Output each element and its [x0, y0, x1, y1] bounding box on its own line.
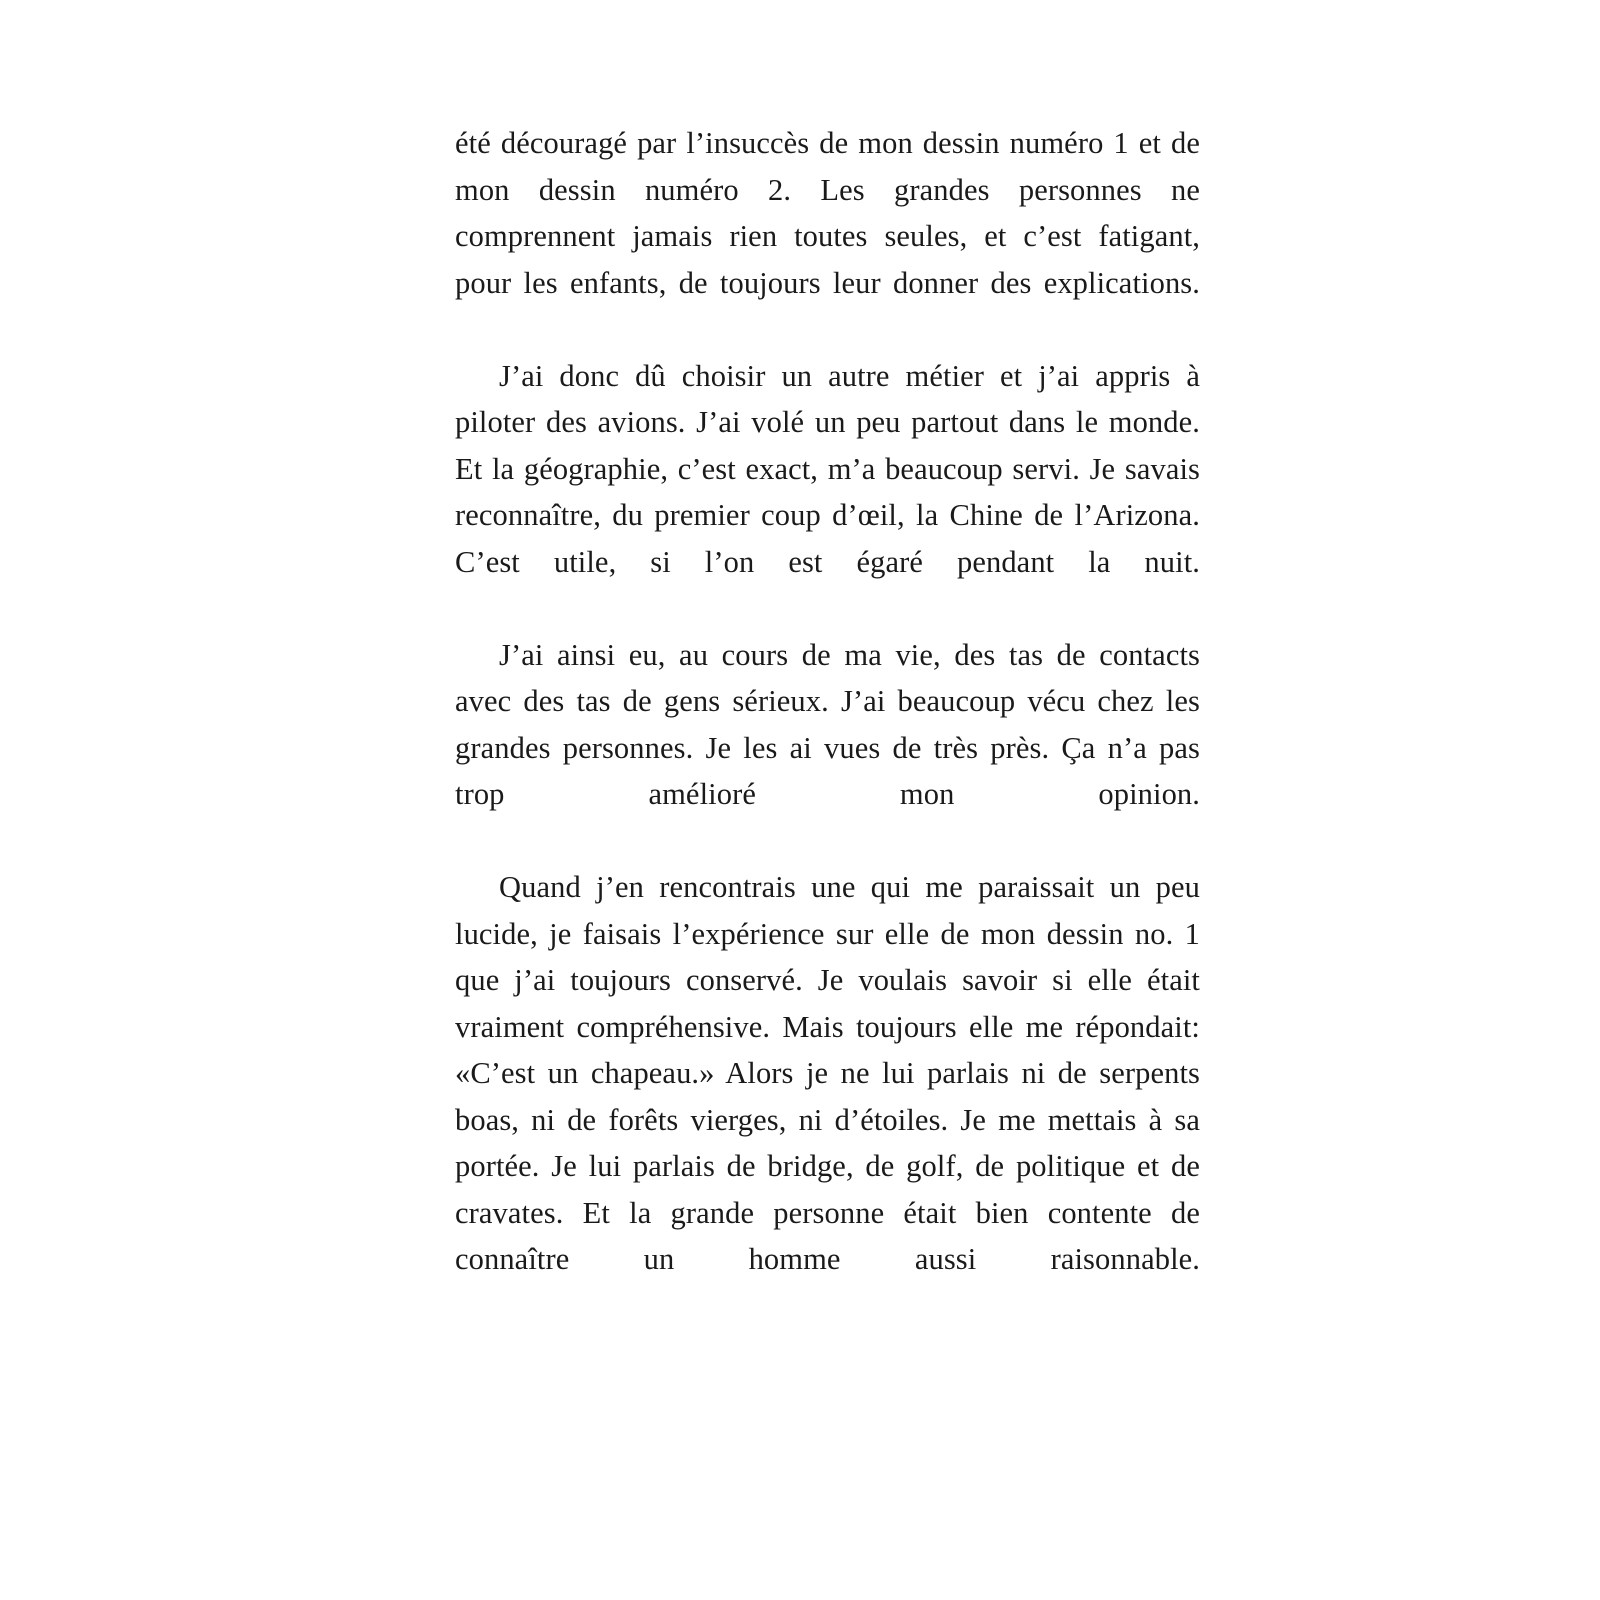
paragraph-4: Quand j’en rencontrais une qui me paraissait un peu lucide, je faisais l’expérience sur elle de mon dessin no. 1 que j’ai toujours conservé. Je voulais savoir si elle était vraiment compréhensive. Mais toujours elle me répondait: «C’est un chapeau.» Alors je ne lui parlais ni de serpents boas, ni de forêts vierges, ni d’étoiles. Je me mettais à sa portée. Je lui parlais de bridge, de golf, de politique et de cravates. Et la grande personne était bien contente de connaître un homme aussi raisonnable.	[455, 870, 1200, 1276]
paragraph-2: J’ai donc dû choisir un autre métier et j’ai appris à piloter des avions. J’ai volé un peu partout dans le monde. Et la géographie, c’est exact, m’a beaucoup servi. Je savais reconnaître, du premier coup d’œil, la Chine de l’Arizona. C’est utile, si l’on est égaré pendant la nuit.	[455, 358, 1200, 579]
paragraph-1: été découragé par l’insuccès de mon dessin numéro 1 et de mon dessin numéro 2. Les grandes personnes ne comprennent jamais rien toutes seules, et c’est fatigant, pour les enfants, de toujours leur donner des explications.	[455, 126, 1200, 300]
body-text-column	[455, 120, 1200, 1329]
paragraph-3: J’ai ainsi eu, au cours de ma vie, des tas de contacts avec des tas de gens sérieux. J’ai beaucoup vécu chez les grandes personnes. Je les ai vues de très près. Ça n’a pas trop amélioré mon opinion.	[455, 637, 1200, 811]
